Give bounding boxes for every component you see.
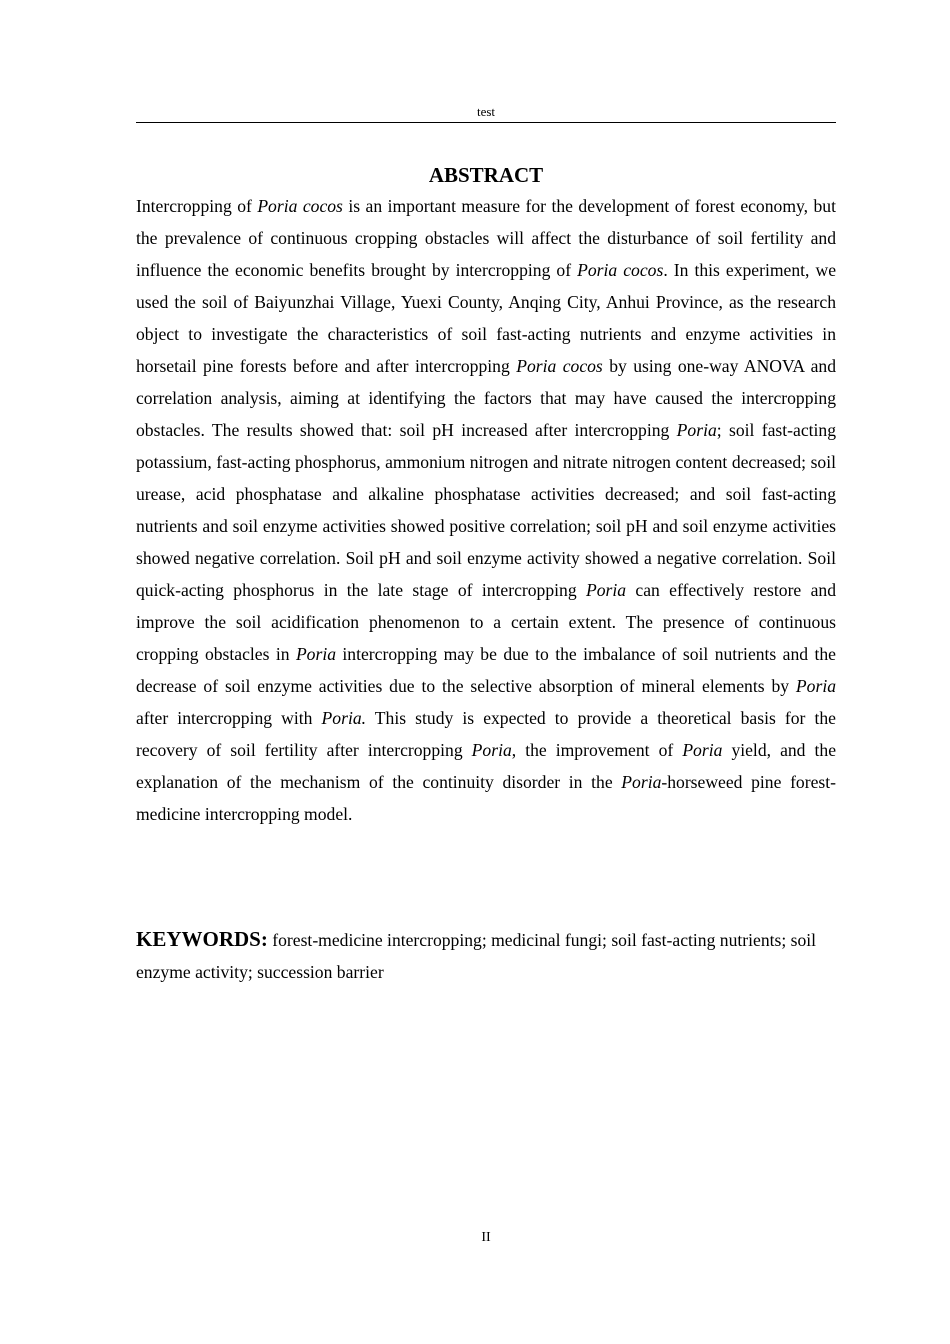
abstract-text: yield, and the explanation of the mechanism of the continuity disorder in the bbox=[136, 740, 837, 792]
keywords-text: forest-medicine intercropping; medicinal fungi; soil fast-acting nutrients; soil enzyme activity; succession barrier bbox=[136, 930, 817, 982]
abstract-body bbox=[136, 190, 836, 830]
keywords-label: KEYWORDS: bbox=[136, 927, 268, 951]
species-name: Poria bbox=[682, 740, 723, 760]
abstract-text: can effectively restore and improve the soil acidification phenomenon to a certain extent. The presence of continuous cropping obstacles in bbox=[136, 580, 836, 664]
abstract-text: after intercropping with bbox=[136, 708, 322, 728]
abstract-text: intercropping may be due to the imbalance of soil nutrients and the decrease of soil enzyme activities due to the selective absorption of mineral elements by bbox=[136, 644, 836, 696]
page-header: test bbox=[476, 104, 496, 119]
keywords-block bbox=[136, 923, 836, 988]
abstract-text: This study is expected to provide a theoretical basis for the recovery of soil fertility after intercropping bbox=[136, 708, 836, 760]
species-name: Poria cocos bbox=[516, 356, 603, 376]
abstract-text: -horseweed pine forest-medicine intercropping model. bbox=[136, 772, 836, 824]
abstract-text: by using one-way ANOVA and correlation analysis, aiming at identifying the factors that may have caused the intercropping obstacles. The results showed that: soil pH increased after intercropping bbox=[136, 356, 836, 440]
abstract-text: . In this experiment, we used the soil of Baiyunzhai Village, Yuexi County, Anqing City, Anhui Province, as the research object to investigate the characteristics of soil fast-acting nutrients and enzyme activities in horsetail pine forests before and after intercropping bbox=[136, 260, 836, 376]
species-name: Poria bbox=[295, 644, 337, 664]
abstract-text: ; soil fast-acting potassium, fast-acting phosphorus, ammonium nitrogen and nitrate nitrogen content decreased; soil urease, acid phosphatase and alkaline phosphatase activities decreased; and soil fast-acting nutrients and soil enzyme activities showed positive correlation; soil pH and soil enzyme activities showed negative correlation. Soil pH and soil enzyme activity showed a negative correlation. Soil quick-acting phosphorus in the late stage of intercropping bbox=[136, 420, 836, 600]
page-number: II bbox=[481, 1230, 491, 1245]
abstract-text: is an important measure for the development of forest economy, but the prevalence of continuous cropping obstacles will affect the disturbance of soil fertility and influence the economic benefits brought by intercropping of bbox=[136, 196, 836, 280]
species-name: Poria bbox=[585, 580, 627, 600]
species-name: Poria cocos bbox=[257, 196, 343, 216]
header-rule bbox=[136, 122, 836, 123]
species-name: Poria cocos bbox=[577, 260, 664, 280]
abstract-title: ABSTRACT bbox=[428, 163, 544, 187]
species-name: Poria. bbox=[321, 708, 367, 728]
species-name: Poria bbox=[676, 420, 717, 440]
abstract-text: , the improvement of bbox=[511, 740, 683, 760]
species-name: Poria bbox=[621, 772, 662, 792]
species-name: Poria bbox=[471, 740, 512, 760]
species-name: Poria bbox=[795, 676, 836, 696]
abstract-text: Intercropping of bbox=[136, 196, 258, 216]
